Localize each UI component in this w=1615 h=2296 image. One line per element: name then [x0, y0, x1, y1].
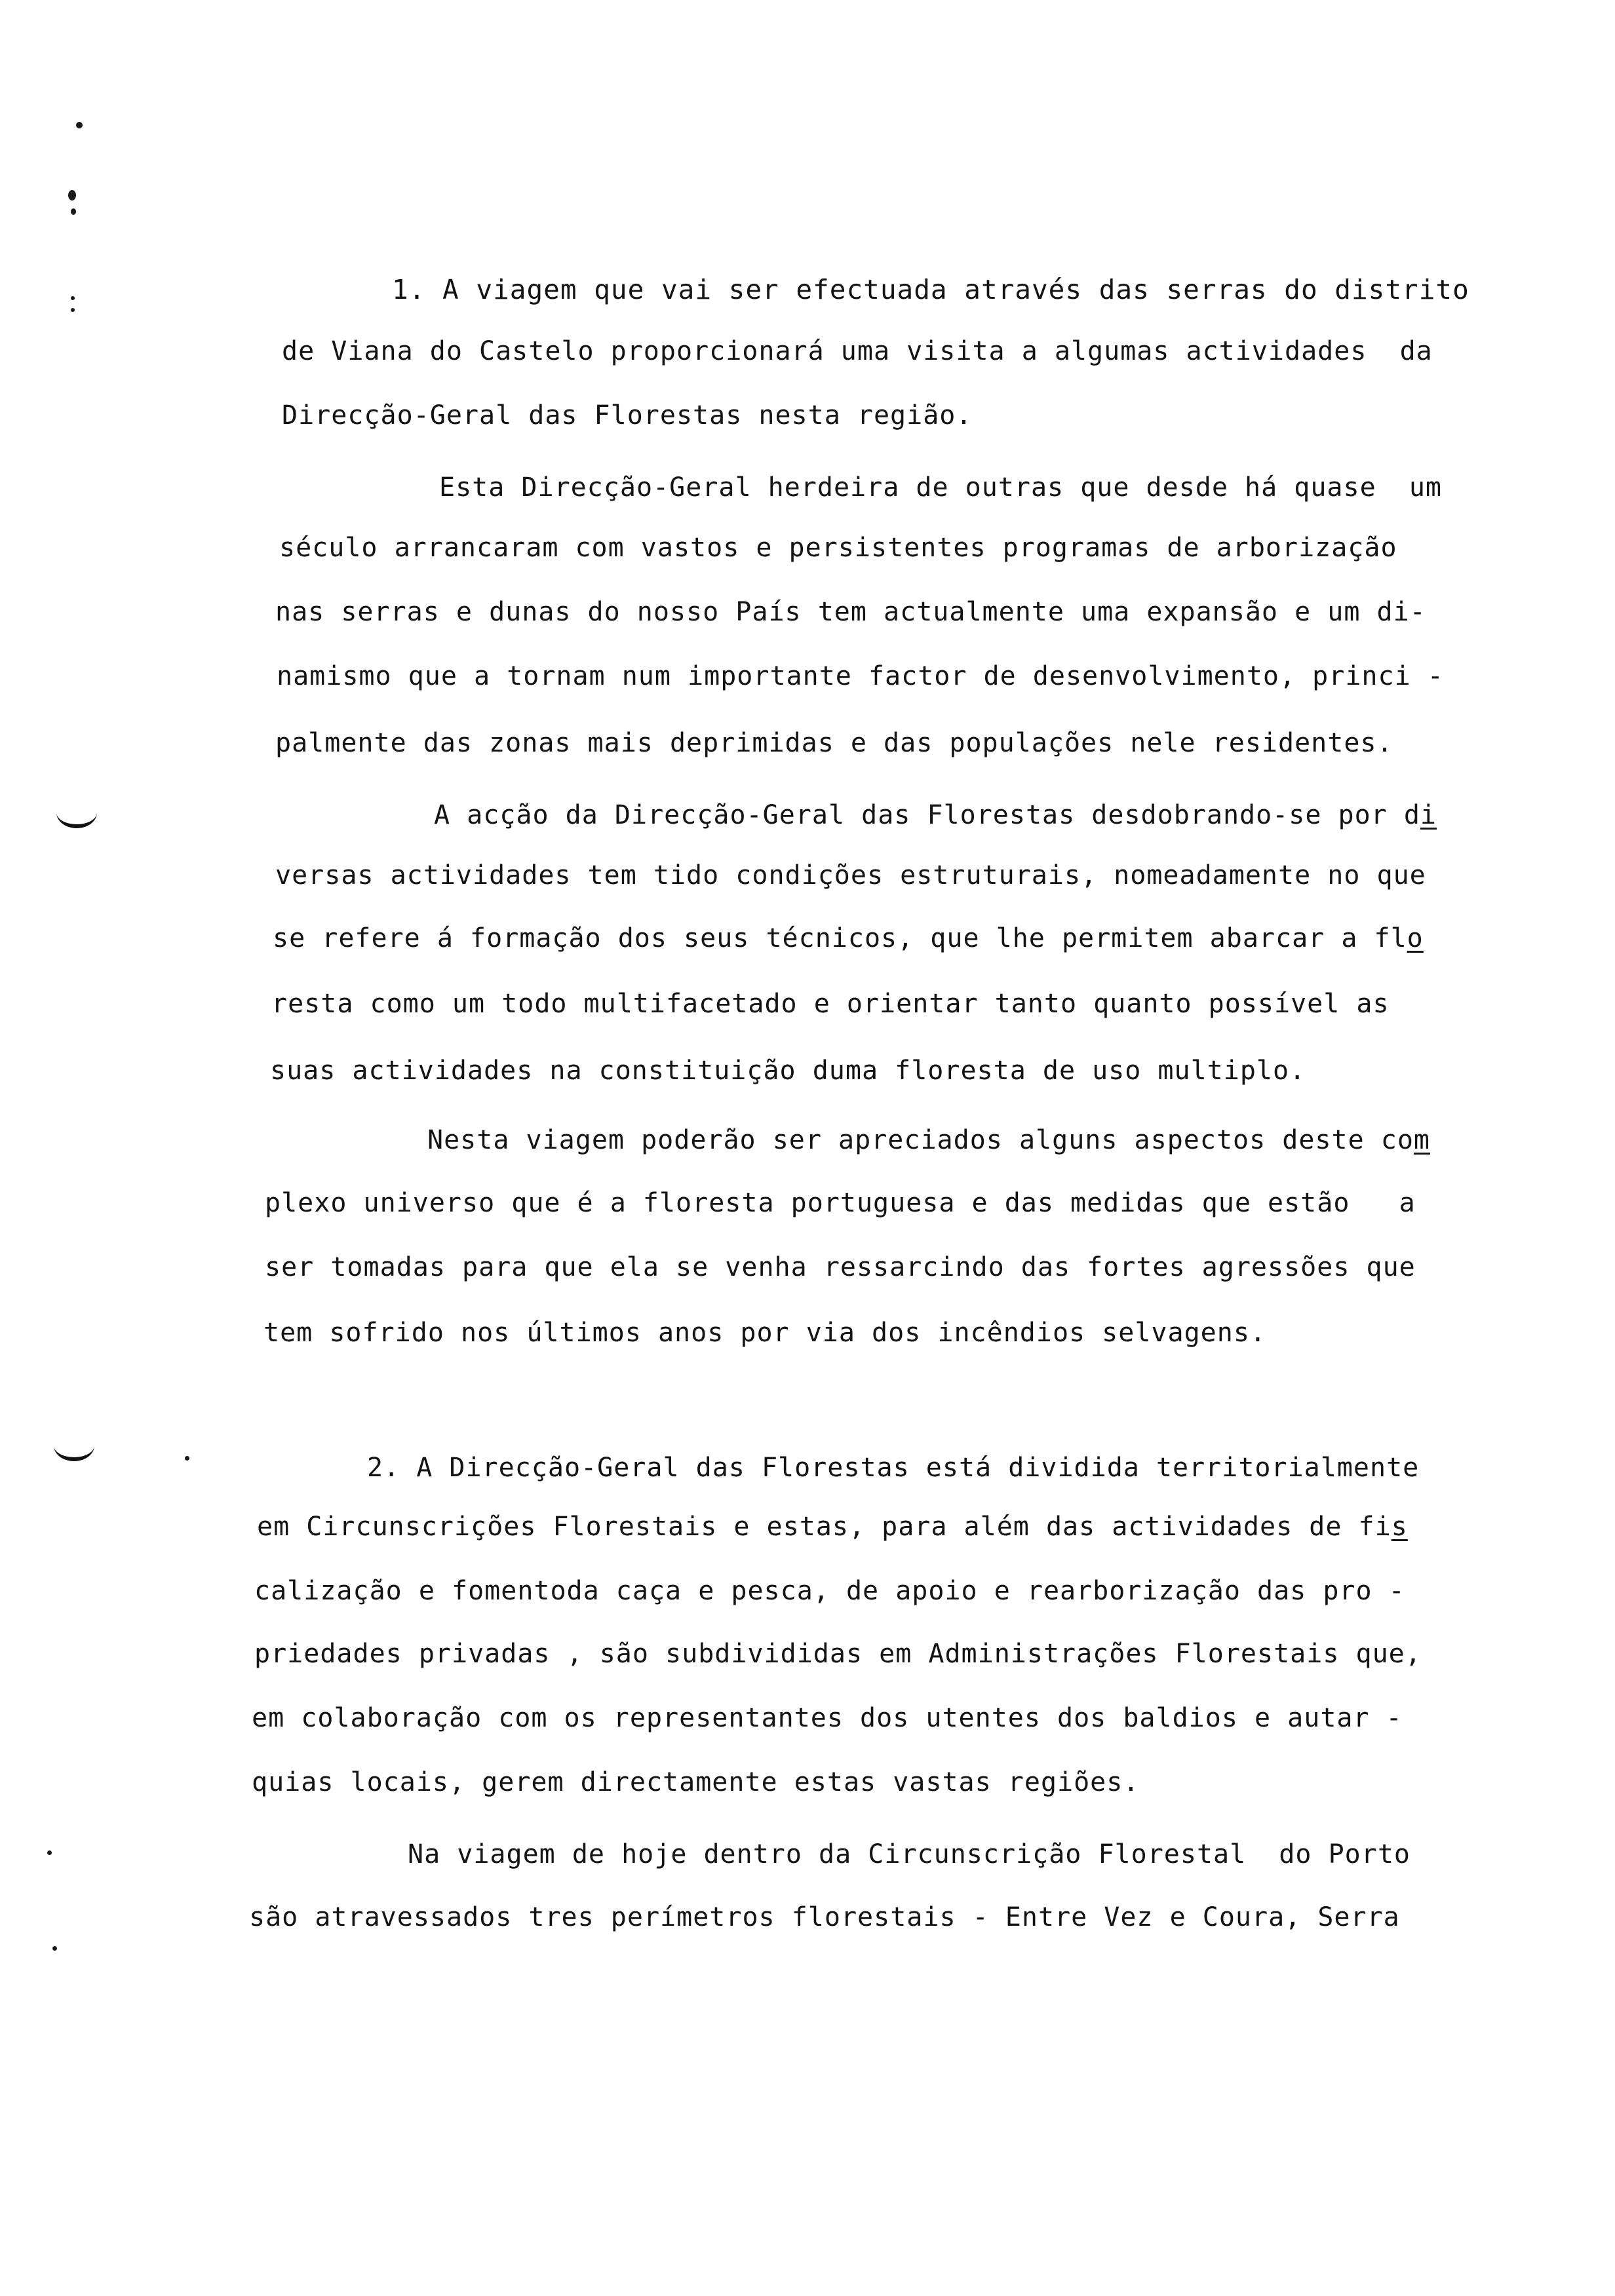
- text-line: tem sofrido nos últimos anos por via dos incêndios selvagens.: [263, 1318, 1267, 1348]
- text-line: [273, 923, 1424, 954]
- text-line: calização e fomentoda caça e pesca, de apoio e rearborização das pro -: [254, 1576, 1405, 1606]
- text-run: A acção da Direcção-Geral das Florestas desdobrando-se por d: [434, 800, 1420, 830]
- margin-speck: [76, 122, 83, 128]
- text-line: resta como um todo multifacetado e orientar tanto quanto possível as: [271, 989, 1390, 1019]
- text-run: Nesta viagem poderão ser apreciados alguns aspectos deste co: [427, 1125, 1414, 1155]
- text-line: século arrancaram com vastos e persistentes programas de arborização: [279, 533, 1397, 563]
- text-line: [427, 1124, 1430, 1156]
- text-line: [434, 799, 1437, 831]
- text-line: plexo universo que é a floresta portuguesa e das medidas que estão a: [265, 1188, 1416, 1218]
- text-line: Esta Direcção-Geral herdeira de outras que desde há quase um: [439, 472, 1443, 503]
- underlined-hyphenation: i: [1420, 800, 1437, 830]
- text-line: 2. A Direcção-Geral das Florestas está dividida territorialmente: [367, 1453, 1420, 1483]
- underlined-hyphenation: o: [1407, 923, 1424, 953]
- binder-hole-mark: [56, 813, 97, 828]
- text-line: são atravessados tres perímetros florestais - Entre Vez e Coura, Serra: [249, 1902, 1400, 1932]
- text-line: namismo que a tornam num importante factor de desenvolvimento, princi -: [277, 661, 1444, 691]
- underlined-hyphenation: m: [1413, 1125, 1431, 1155]
- margin-speck: [71, 208, 76, 215]
- binder-hole-mark: [54, 1445, 94, 1461]
- text-line: palmente das zonas mais deprimidas e das populações nele residentes.: [275, 728, 1393, 758]
- text-line: priedades privadas , são subdivididas em Administrações Florestais que,: [254, 1639, 1422, 1669]
- margin-speck: [47, 1850, 52, 1855]
- text-line: ser tomadas para que ela se venha ressarcindo das fortes agressões que: [265, 1252, 1416, 1282]
- text-line: 1. A viagem que vai ser efectuada através das serras do distrito: [392, 274, 1469, 305]
- margin-speck: [52, 1946, 57, 1951]
- text-line: Na viagem de hoje dentro da Circunscrição Florestal do Porto: [408, 1839, 1411, 1869]
- text-run: em Circunscrições Florestais e estas, para além das actividades de fi: [257, 1512, 1391, 1542]
- text-line: [257, 1511, 1408, 1542]
- text-line: nas serras e dunas do nosso País tem actualmente uma expansão e um di-: [275, 597, 1426, 627]
- underlined-hyphenation: s: [1391, 1512, 1408, 1542]
- margin-speck: [71, 296, 75, 300]
- margin-speck: [68, 190, 76, 201]
- text-line: suas actividades na constituição duma floresta de uso multiplo.: [270, 1056, 1306, 1086]
- text-line: Direcção-Geral das Florestas nesta região.: [282, 400, 973, 430]
- text-run: se refere á formação dos seus técnicos, que lhe permitem abarcar a fl: [273, 923, 1407, 953]
- text-line: em colaboração com os representantes dos utentes dos baldios e autar -: [252, 1703, 1403, 1733]
- text-line: versas actividades tem tido condições estruturais, nomeadamente no que: [275, 860, 1426, 890]
- text-line: quias locais, gerem directamente estas vastas regiões.: [252, 1767, 1140, 1797]
- margin-speck: [71, 308, 75, 312]
- text-line: de Viana do Castelo proporcionará uma visita a algumas actividades da: [282, 336, 1433, 366]
- margin-speck: [185, 1456, 189, 1461]
